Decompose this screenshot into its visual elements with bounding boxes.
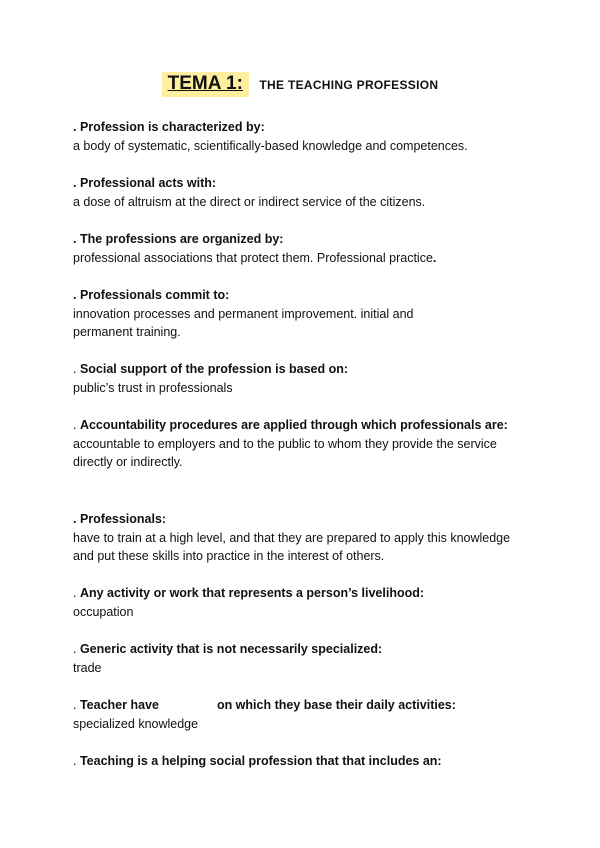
- item-answer: trade: [73, 660, 102, 675]
- item-question: . Profession is characterized by:: [73, 120, 265, 134]
- item-bullet: .: [73, 698, 80, 712]
- item-question-line: [73, 696, 533, 715]
- item-question: Accountability procedures are applied through which professionals are:: [79, 418, 508, 432]
- item-1: [73, 118, 533, 155]
- page-title: [0, 72, 600, 97]
- item-answer: have to train at a high level, and that they are prepared to apply this knowledge and put these skills into practice in the interest of others.: [73, 530, 511, 563]
- item-question: . Professional acts with:: [73, 176, 217, 190]
- item-question: Any activity or work that represents a person’s livelihood:: [79, 586, 425, 600]
- item-bullet: .: [73, 586, 80, 600]
- item-answer: specialized knowledge: [73, 716, 199, 731]
- item-question-end: on which they base their daily activities:: [216, 698, 456, 712]
- item-10: [73, 696, 533, 733]
- item-question-line: [73, 584, 533, 603]
- item-answer: innovation processes and permanent improvement. initial and permanent training.: [73, 306, 414, 339]
- item-question-line: [73, 752, 533, 771]
- page-subtitle: THE TEACHING PROFESSION: [259, 78, 439, 92]
- item-answer-text: professional associations that protect them. Professional practice: [73, 250, 433, 265]
- item-3: [73, 230, 533, 267]
- item-question: Social support of the profession is based on:: [79, 362, 349, 376]
- item-question-line: [73, 416, 513, 435]
- item-4: [73, 286, 533, 342]
- item-2: [73, 174, 533, 211]
- item-answer: public’s trust in professionals: [73, 380, 233, 395]
- item-bullet: .: [73, 362, 80, 376]
- item-bullet: .: [73, 642, 80, 656]
- item-question: . The professions are organized by:: [73, 232, 284, 246]
- item-9: [73, 640, 533, 677]
- item-answer-end: .: [432, 250, 437, 265]
- item-question: . Professionals:: [73, 512, 167, 526]
- item-answer: a body of systematic, scientifically-based knowledge and competences.: [73, 138, 468, 153]
- item-question: Teacher have: [79, 698, 159, 712]
- item-question: Generic activity that is not necessarily specialized:: [79, 642, 383, 656]
- item-question-line: [73, 640, 533, 659]
- item-bullet: .: [73, 754, 80, 768]
- item-question: . Professionals commit to:: [73, 288, 230, 302]
- item-6: [73, 416, 513, 472]
- item-bullet: .: [73, 418, 80, 432]
- item-7: [73, 510, 523, 566]
- tema-heading: TEMA 1:: [162, 72, 249, 97]
- item-answer: a dose of altruism at the direct or indirect service of the citizens.: [73, 194, 426, 209]
- item-answer: accountable to employers and to the public to whom they provide the service directly or indirectly.: [73, 436, 497, 469]
- item-answer: occupation: [73, 604, 134, 619]
- item-5: [73, 360, 533, 397]
- item-11: [73, 752, 533, 771]
- item-question: Teaching is a helping social profession that that includes an:: [79, 754, 442, 768]
- item-8: [73, 584, 533, 621]
- item-question-line: [73, 360, 533, 379]
- item-answer: [73, 249, 533, 268]
